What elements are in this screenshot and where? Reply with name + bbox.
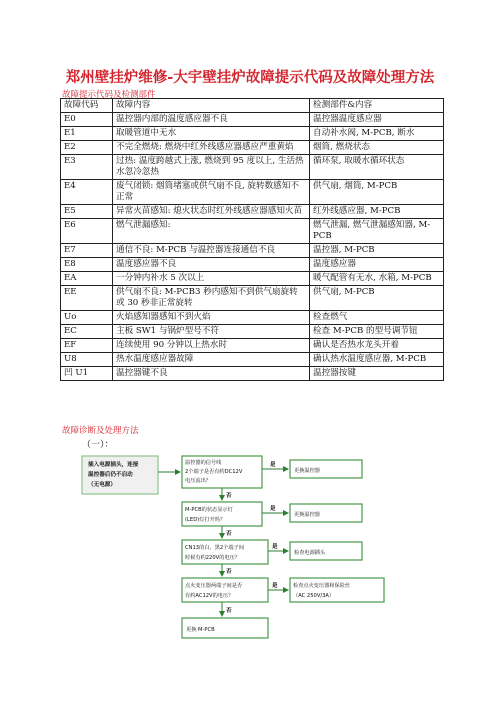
fault-content-cell: 一分钟内补水 5 次以上 (113, 272, 310, 286)
table-row (61, 180, 444, 205)
fault-code-cell: EF (61, 339, 113, 353)
table-row (61, 155, 444, 180)
flow-action-4-line-1: 检查点火变压器和保险丝 (293, 583, 351, 589)
flow-decision-3-line-1: CN13的白，黑2个端子间 (185, 545, 244, 551)
check-part-cell: 温控器温度感应器 (310, 113, 444, 127)
fault-code-cell: E7 (61, 244, 113, 258)
flow-decision-1-line-2: 2个端子是否有约DC12V (185, 469, 243, 475)
flow-no-label-3: 否 (226, 569, 232, 575)
check-part-cell: 检查 M-PCB 的型号调节钮 (310, 325, 444, 339)
flow-no-label-1: 否 (226, 493, 232, 499)
flow-yes-label-4: 是 (272, 583, 278, 589)
fault-content-cell: 过热: 温度跨越式上涨, 燃烧到 95 度以上, 生活热水忽冷忽热 (113, 155, 310, 180)
fault-content-cell: 温控器内部的温度感应器不良 (113, 113, 310, 127)
fault-code-cell: E0 (61, 113, 113, 127)
flow-decision-3-line-2: 时候有约220V的电压？ (185, 555, 240, 561)
fault-content-cell: 供气扇不良: M-PCB3 秒内感知不到供气扇旋转或 30 秒非正常旋转 (113, 286, 310, 311)
check-part-cell: 检查燃气 (310, 311, 444, 325)
table-row (61, 272, 444, 286)
fault-content-cell: 废气闭锁: 烟筒堵塞或供气扇不良, 旋转数感知不正常 (113, 180, 310, 205)
fault-content-cell: 不完全燃烧: 燃烧中红外线感应器感应严重黄焰 (113, 141, 310, 155)
check-part-cell: 确认热水温度感应器, M-PCB (310, 353, 444, 367)
check-part-cell: 温控器按键 (310, 367, 444, 381)
check-part-cell: 供气扇, 烟筒, M-PCB (310, 180, 444, 205)
flow-decision-1-line-1: 温控器的信号线 (185, 460, 222, 466)
flow-action-2-text: 更换温控器 (294, 512, 320, 518)
fault-code-cell: E8 (61, 258, 113, 272)
fault-content-cell: 取暖管道中无水 (113, 127, 310, 141)
fault-content-cell: 异常火苗感知: 熄火状态时红外线感应器感知火苗 (113, 205, 310, 219)
section-heading-diagnosis: 故障诊断及处理方法 (62, 426, 139, 436)
flow-action-1-text: 更换温控器 (294, 468, 320, 474)
fault-code-table (60, 98, 444, 381)
check-part-cell: 自动补水阀, M-PCB, 断水 (310, 127, 444, 141)
fault-content-cell: 主板 SW1 与锅炉型号不符 (113, 325, 310, 339)
table-row (61, 311, 444, 325)
table-row (61, 286, 444, 311)
fault-content-cell: 燃气泄漏感知: (113, 219, 310, 244)
fault-content-cell: 连续使用 90 分钟以上热水时 (113, 339, 310, 353)
check-part-cell: 温控器, M-PCB (310, 244, 444, 258)
fault-code-cell: E3 (61, 155, 113, 180)
fault-content-cell: 温控器键不良 (113, 367, 310, 381)
table-row (61, 367, 444, 381)
table-row (61, 219, 444, 244)
fault-content-cell: 热水温度感应器故障 (113, 353, 310, 367)
table-row (61, 113, 444, 127)
flow-yes-label-2: 是 (270, 506, 276, 512)
check-part-cell: 循环泵, 取暖水循环状态 (310, 155, 444, 180)
check-part-cell: 确认是否热水龙头开着 (310, 339, 444, 353)
section-heading-codes: 故障提示代码及检测部件 (62, 90, 156, 100)
flow-decision-2-line-2: (LED)灯打开吗？ (185, 517, 226, 523)
fault-code-cell: 凹 U1 (61, 367, 113, 381)
check-part-cell: 烟筒, 燃烧状态 (310, 141, 444, 155)
table-row (61, 258, 444, 272)
flow-decision-1-line-3: 电压流出？ (185, 478, 211, 484)
flow-action-4-line-2: （AC 250V/3A） (293, 593, 335, 599)
flow-decision-4-line-2: 有约AC12V的电压？ (185, 593, 234, 599)
flow-no-label-2: 否 (226, 531, 232, 537)
fault-code-cell: U8 (61, 353, 113, 367)
check-part-cell: 暖气配管有无水, 水箱, M-PCB (310, 272, 444, 286)
fault-code-cell: Uo (61, 311, 113, 325)
table-row (61, 205, 444, 219)
fault-content-cell: 火焰感知器感知不到火焰 (113, 311, 310, 325)
header-content: 故障内容 (113, 99, 310, 113)
fault-content-cell: 通信不良: M-PCB 与温控器连接通信不良 (113, 244, 310, 258)
check-part-cell: 红外线感应器, M-PCB (310, 205, 444, 219)
flow-action-3-text: 检查电源插头 (294, 550, 326, 556)
subsection-label: （一）： (82, 440, 114, 450)
flow-yes-label-1: 是 (270, 462, 276, 468)
fault-code-cell: EE (61, 286, 113, 311)
table-row (61, 339, 444, 353)
check-part-cell: 温度感应器 (310, 258, 444, 272)
fault-code-cell: E1 (61, 127, 113, 141)
fault-code-cell: E6 (61, 219, 113, 244)
table-row (61, 244, 444, 258)
flow-final-text: 更换 M-PCB (186, 627, 215, 633)
fault-code-cell: EC (61, 325, 113, 339)
header-check: 检测部件&内容 (310, 99, 444, 113)
flow-start-line-3: （无电源） (88, 482, 116, 488)
check-part-cell: 燃气泄漏, 燃气泄漏感知器, M-PCB (310, 219, 444, 244)
flow-no-label-4: 否 (226, 608, 232, 614)
page-title: 郑州壁挂炉维修-大宇壁挂炉故障提示代码及故障处理方法 (65, 69, 435, 86)
fault-content-cell: 温度感应器不良 (113, 258, 310, 272)
flow-start-line-1: 插入电源插头，连接 (88, 462, 139, 468)
flow-decision-2-line-1: M-PCB的状态显示灯 (185, 507, 233, 513)
table-row (61, 353, 444, 367)
table-row (61, 127, 444, 141)
flow-start-line-2: 温控器后仍不启动 (88, 472, 133, 478)
fault-code-cell: E4 (61, 180, 113, 205)
fault-code-cell: EA (61, 272, 113, 286)
table-header-row (61, 99, 444, 113)
table-row (61, 141, 444, 155)
diagnosis-flowchart (72, 452, 422, 704)
fault-code-cell: E2 (61, 141, 113, 155)
check-part-cell: 供气扇, M-PCB (310, 286, 444, 311)
flow-decision-4-line-1: 点火变压器两端子间是否 (185, 583, 243, 589)
table-row (61, 325, 444, 339)
fault-code-cell: E5 (61, 205, 113, 219)
header-code: 故障代码 (61, 99, 113, 113)
flow-yes-label-3: 是 (272, 544, 278, 550)
